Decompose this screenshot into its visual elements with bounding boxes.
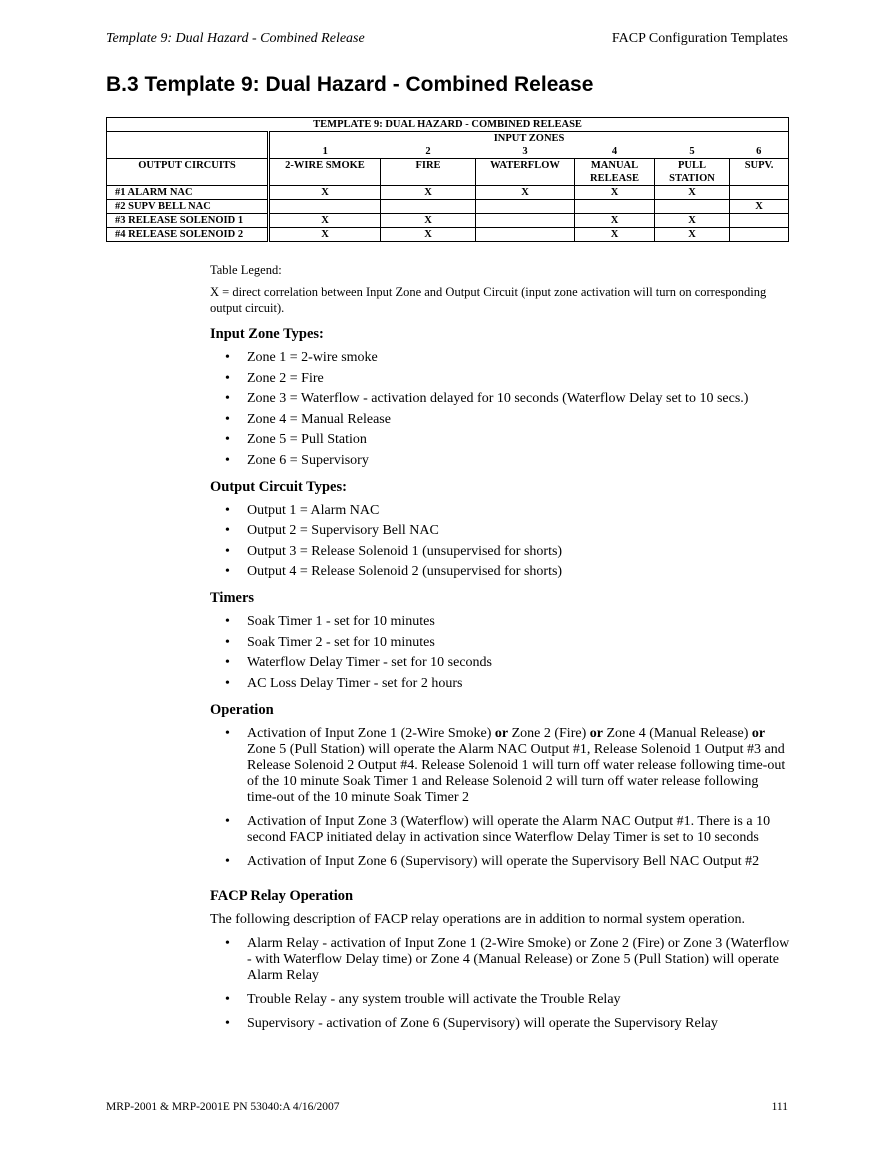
bullet-icon: • — [225, 523, 230, 538]
bullet-icon: • — [225, 634, 230, 650]
relay-list — [210, 936, 790, 1032]
table-row — [107, 200, 789, 214]
zone-number: 6 — [730, 145, 789, 159]
table-cell — [655, 200, 730, 214]
zone-name: MANUAL RELEASE — [575, 159, 655, 186]
bullet-icon: • — [225, 1015, 230, 1031]
bullet-icon: • — [225, 543, 230, 559]
zone-number: 2 — [381, 145, 476, 159]
table-cell: X — [655, 186, 730, 200]
table-cell: X — [575, 186, 655, 200]
operation-list — [210, 726, 790, 870]
page-number: 111 — [771, 1101, 788, 1113]
table-corner-cell — [107, 132, 269, 159]
table-cell: X — [381, 228, 476, 242]
table-cell: X — [476, 186, 575, 200]
zone-name: 2-WIRE SMOKE — [269, 159, 381, 186]
bullet-icon: • — [225, 725, 230, 741]
running-header-title: Template 9: Dual Hazard - Combined Release — [106, 31, 365, 46]
table-cell — [476, 214, 575, 228]
list-item: • Alarm Relay - activation of Input Zone 1 (2-Wire Smoke) or Zone 2 (Fire) or Zone 3 (Waterflow - with Waterflow Delay time) or Zone 4 (Manual Release) or Zone 5 (Pull Station) will operate Alarm Relay — [225, 935, 790, 983]
list-item: • Output 2 = Supervisory Bell NAC — [225, 523, 439, 538]
table-cell — [476, 228, 575, 242]
bullet-icon: • — [225, 350, 230, 365]
bullet-icon: • — [225, 370, 230, 386]
list-item: • Soak Timer 1 - set for 10 minutes — [225, 614, 435, 629]
zone-name: WATERFLOW — [476, 159, 575, 186]
list-item: • Output 4 = Release Solenoid 2 (unsupervised for shorts) — [225, 564, 563, 579]
zone-name: SUPV. — [730, 159, 789, 186]
bullet-icon: • — [225, 391, 230, 406]
bullet-icon: • — [225, 614, 230, 629]
configuration-table — [106, 117, 789, 242]
section-heading-input-zones: Input Zone Types: — [210, 326, 324, 342]
bullet-icon: • — [225, 452, 230, 468]
legend-text: X = direct correlation between Input Zone and Output Circuit (input zone activation will turn on corresponding output circuit). — [210, 285, 767, 315]
footer-document-id: MRP-2001 & MRP-2001E PN 53040:A 4/16/2007 — [106, 1101, 340, 1113]
section-heading-timers: Timers — [210, 590, 255, 606]
list-item: • Soak Timer 2 - set for 10 minutes — [225, 634, 435, 650]
bullet-icon: • — [225, 935, 230, 951]
legend-title: Table Legend: — [210, 263, 282, 277]
list-item: • Trouble Relay - any system trouble will activate the Trouble Relay — [225, 991, 621, 1007]
list-item: • Zone 3 = Waterflow - activation delayed for 10 seconds (Waterflow Delay set to 10 secs.) — [225, 391, 749, 406]
table-row — [107, 186, 789, 200]
bullet-icon: • — [225, 432, 230, 447]
table-cell — [269, 200, 381, 214]
bullet-icon: • — [225, 655, 230, 670]
table-cell: X — [655, 228, 730, 242]
zone-number: 3 — [476, 145, 575, 159]
list-item: • Activation of Input Zone 6 (Supervisory) will operate the Supervisory Bell NAC Output #2 — [225, 853, 760, 869]
table-cell — [575, 200, 655, 214]
bullet-icon: • — [225, 991, 230, 1007]
zone-name: FIRE — [381, 159, 476, 186]
input-zone-list — [210, 350, 790, 469]
table-row — [107, 214, 789, 228]
list-item: • Zone 5 = Pull Station — [225, 432, 367, 447]
zone-number: 1 — [269, 145, 381, 159]
list-item: • AC Loss Delay Timer - set for 2 hours — [225, 675, 463, 691]
bullet-icon: • — [225, 853, 230, 869]
table-cell: X — [730, 200, 789, 214]
bullet-icon: • — [225, 411, 230, 427]
table-cell — [730, 228, 789, 242]
section-heading-operation: Operation — [210, 701, 274, 718]
section-heading-relay: FACP Relay Operation — [210, 887, 354, 904]
timer-list — [210, 614, 790, 692]
list-item: • Activation of Input Zone 3 (Waterflow) will operate the Alarm NAC Output #1. There is a 10 second FACP initiated delay in activation since Waterflow Delay Timer is set to 10 seconds — [225, 813, 771, 845]
table-cell: X — [575, 214, 655, 228]
bullet-icon: • — [225, 813, 230, 829]
list-item: • Activation of Input Zone 1 (2-Wire Smoke) or Zone 2 (Fire) or Zone 4 (Manual Release) or Zone 5 (Pull Station) will operate the Alarm NAC Output #1, Release Solenoid 1 Output #3 and Release Solenoid 2 Output #4. Release Solenoid 1 will turn off water release following time-out of the 10 minute Soak Timer 1 and Release Solenoid 2 will turn off water release following time-out of the 10 minute Soak Timer 2 — [225, 725, 786, 805]
table-title: TEMPLATE 9: DUAL HAZARD - COMBINED RELEASE — [107, 118, 789, 132]
section-heading: B.3 Template 9: Dual Hazard - Combined Release — [106, 73, 594, 96]
table-cell — [730, 214, 789, 228]
output-circuit-name: #4 RELEASE SOLENOID 2 — [107, 228, 269, 242]
zone-name: PULL STATION — [655, 159, 730, 186]
table-cell — [730, 186, 789, 200]
output-circuit-name: #2 SUPV BELL NAC — [107, 200, 269, 214]
output-circuit-list — [210, 503, 790, 581]
bullet-icon: • — [225, 564, 230, 579]
list-item: • Zone 2 = Fire — [225, 370, 324, 386]
relay-intro: The following description of FACP relay operations are in addition to normal system operation. — [210, 911, 746, 927]
table-cell — [476, 200, 575, 214]
bullet-icon: • — [225, 502, 230, 518]
output-circuits-label: OUTPUT CIRCUITS — [107, 159, 269, 186]
zone-number: 5 — [655, 145, 730, 159]
section-heading-output-circuits: Output Circuit Types: — [210, 478, 347, 495]
body-content — [210, 262, 790, 1036]
output-circuit-name: #1 ALARM NAC — [107, 186, 269, 200]
table-cell: X — [381, 214, 476, 228]
list-item: • Zone 4 = Manual Release — [225, 411, 391, 427]
table-cell: X — [269, 186, 381, 200]
input-zones-label: INPUT ZONES — [269, 132, 789, 146]
table-cell: X — [575, 228, 655, 242]
list-item: • Zone 6 = Supervisory — [225, 452, 369, 468]
bullet-icon: • — [225, 675, 230, 691]
output-circuit-name: #3 RELEASE SOLENOID 1 — [107, 214, 269, 228]
table-cell — [381, 200, 476, 214]
table-cell: X — [655, 214, 730, 228]
table-cell: X — [381, 186, 476, 200]
list-item: • Zone 1 = 2-wire smoke — [225, 350, 378, 365]
list-item: • Output 3 = Release Solenoid 1 (unsupervised for shorts) — [225, 543, 563, 559]
table-row — [107, 228, 789, 242]
list-item: • Output 1 = Alarm NAC — [225, 502, 380, 518]
running-header-section: FACP Configuration Templates — [611, 31, 788, 46]
list-item: • Waterflow Delay Timer - set for 10 seconds — [225, 655, 492, 670]
table-cell: X — [269, 228, 381, 242]
list-item: • Supervisory - activation of Zone 6 (Supervisory) will operate the Supervisory Relay — [225, 1015, 718, 1031]
table-cell: X — [269, 214, 381, 228]
zone-number: 4 — [575, 145, 655, 159]
